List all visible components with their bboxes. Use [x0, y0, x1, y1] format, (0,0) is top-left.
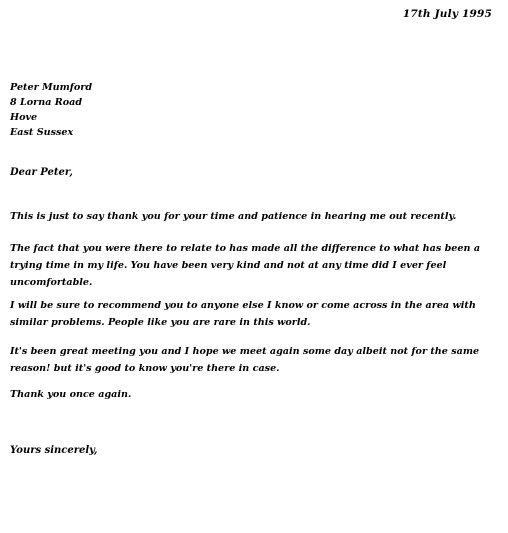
paragraph-line: trying time in my life. You have been very kind and not at any time did I ever feel: [10, 260, 447, 271]
paragraph-line: It's been great meeting you and I hope we meet again some day albeit not for the same: [10, 346, 480, 357]
paragraph-line: Thank you once again.: [10, 389, 132, 400]
salutation: Dear Peter,: [10, 167, 73, 178]
paragraph-line: I will be sure to recommend you to anyone else I know or come across in the area with: [10, 300, 476, 311]
address-name: Peter Mumford: [10, 82, 93, 93]
address-town: Hove: [10, 112, 38, 123]
recipient-address: [10, 80, 92, 140]
paragraph-recommendation: [10, 297, 476, 331]
paragraph-line: similar problems. People like you are rare in this world.: [10, 317, 311, 328]
signature-area: [40, 472, 200, 517]
closing: Yours sincerely,: [10, 445, 98, 456]
address-street: 8 Lorna Road: [10, 97, 83, 108]
paragraph-line: reason! but it's good to know you're there in case.: [10, 363, 280, 374]
address-county: East Sussex: [10, 127, 74, 138]
paragraph-final-thanks: [10, 386, 131, 403]
paragraph-thanks: [10, 208, 456, 225]
letter-date: 17th July 1995: [402, 8, 492, 20]
paragraph-appreciation: [10, 240, 480, 291]
paragraph-line: uncomfortable.: [10, 277, 93, 288]
paragraph-line: The fact that you were there to relate to has made all the difference to what has been a: [10, 243, 481, 254]
paragraph-meeting: [10, 343, 479, 377]
paragraph-line: This is just to say thank you for your time and patience in hearing me out recently.: [10, 211, 457, 222]
